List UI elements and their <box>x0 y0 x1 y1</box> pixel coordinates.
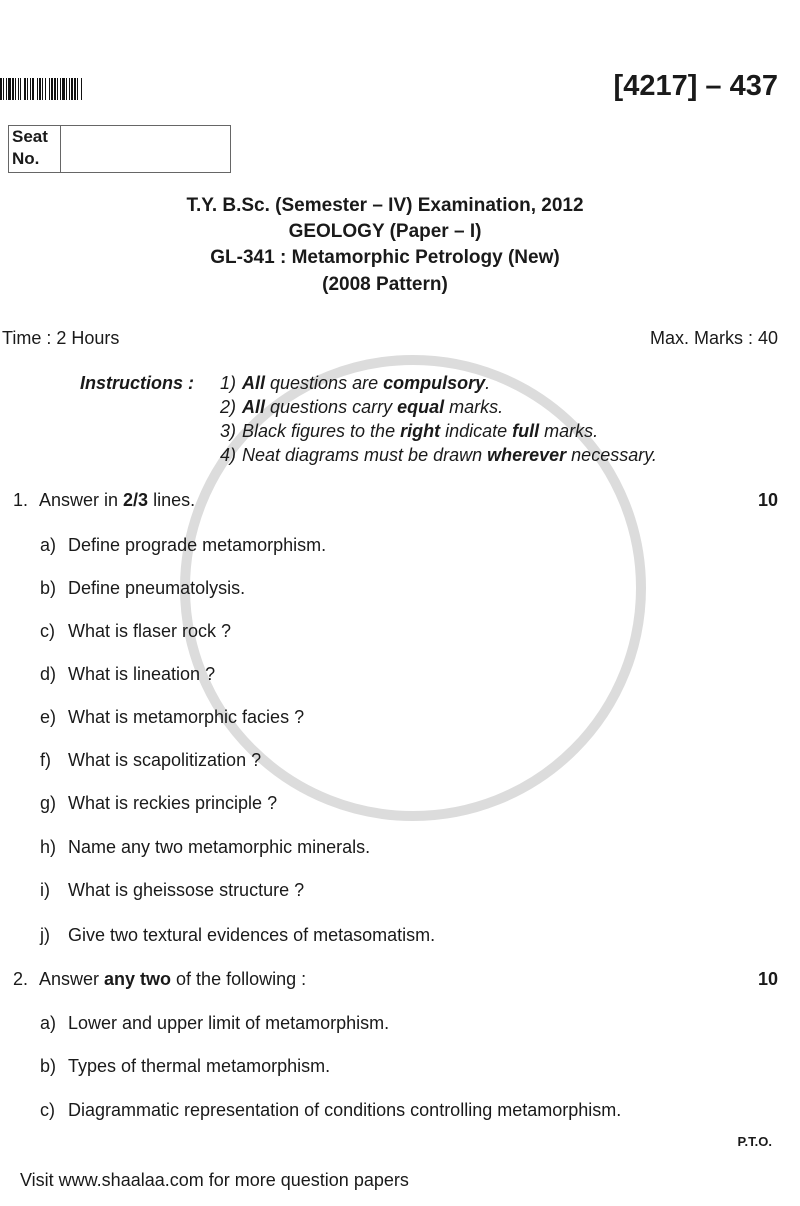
sub-question-letter: b) <box>40 578 57 598</box>
paper-code: [4217] – 437 <box>613 70 778 102</box>
question-text <box>39 969 306 989</box>
instruction-item <box>80 443 657 467</box>
instruction-text: questions carry <box>265 397 398 417</box>
instruction-text: Neat diagrams must be drawn <box>242 445 488 465</box>
question-marks: 10 <box>757 969 778 989</box>
instruction-text: All <box>242 373 266 393</box>
sub-question-letter: a) <box>40 535 57 555</box>
sub-question-letter: g) <box>40 793 57 813</box>
sub-question <box>40 535 326 556</box>
question-text-post: lines. <box>148 490 196 510</box>
instruction-text: Black figures to the <box>242 421 401 441</box>
sub-question-text: Types of thermal metamorphism. <box>68 1056 331 1076</box>
seat-label-line1: Seat <box>12 127 48 146</box>
instruction-item <box>80 419 657 443</box>
sub-question-text: Diagrammatic representation of conditions controlling metamorphism. <box>68 1100 622 1120</box>
sub-question-text: Name any two metamorphic minerals. <box>68 837 371 857</box>
question-marks: 10 <box>757 490 778 510</box>
pattern-title: (2008 Pattern) <box>322 274 448 295</box>
instruction-number: 2) <box>220 397 237 417</box>
sub-question-text: Define prograde metamorphism. <box>68 535 327 555</box>
instruction-text: full <box>512 421 540 441</box>
instructions-label <box>80 419 220 443</box>
sub-question <box>40 621 231 642</box>
sub-question <box>40 707 304 728</box>
sub-question-letter: i) <box>40 880 50 900</box>
instruction-text: equal <box>397 397 445 417</box>
instruction-text: compulsory <box>383 373 486 393</box>
question-number: 2. <box>13 969 29 989</box>
instructions-label <box>80 443 220 467</box>
instruction-number: 3) <box>220 421 237 441</box>
sub-question-letter: a) <box>40 1013 57 1033</box>
time-label: Time : 2 Hours <box>2 328 120 348</box>
instructions <box>80 371 657 467</box>
question-text <box>39 490 195 510</box>
seat-number-box <box>8 125 231 173</box>
sub-question-letter: e) <box>40 707 57 727</box>
sub-question-text: Lower and upper limit of metamorphism. <box>68 1013 390 1033</box>
barcode-bar <box>82 78 84 100</box>
barcode <box>0 78 162 100</box>
sub-question <box>40 578 245 599</box>
sub-question-letter: c) <box>40 1100 55 1120</box>
instruction-item <box>80 395 657 419</box>
sub-question <box>40 750 261 771</box>
sub-question <box>40 837 370 858</box>
sub-question-letter: d) <box>40 664 57 684</box>
seat-label-line2: No. <box>12 149 40 168</box>
instructions-label: Instructions : <box>80 373 195 393</box>
instruction-text: right <box>400 421 441 441</box>
exam-title: T.Y. B.Sc. (Semester – IV) Examination, 2012 <box>186 195 584 216</box>
sub-question <box>40 1013 389 1034</box>
question <box>13 969 306 990</box>
sub-question-text: What is flaser rock ? <box>68 621 232 641</box>
sub-question-text: What is gheissose structure ? <box>68 880 305 900</box>
pto-label: P.T.O. <box>737 1134 772 1149</box>
instruction-text: . <box>485 373 491 393</box>
question-number: 1. <box>13 490 29 510</box>
sub-question-letter: h) <box>40 837 57 857</box>
instruction-text: questions are <box>265 373 384 393</box>
sub-question-letter: b) <box>40 1056 57 1076</box>
sub-question-text: What is reckies principle ? <box>68 793 278 813</box>
sub-question-text: Give two textural evidences of metasomatism. <box>68 925 436 945</box>
instruction-text: All <box>242 397 266 417</box>
question-text-pre: Answer in <box>39 490 124 510</box>
sub-question-letter: j) <box>40 925 50 945</box>
instruction-text: necessary. <box>566 445 657 465</box>
sub-question-text: What is lineation ? <box>68 664 216 684</box>
sub-question <box>40 664 215 685</box>
instruction-number: 1) <box>220 373 237 393</box>
instruction-text: indicate <box>440 421 513 441</box>
max-marks-label: Max. Marks : 40 <box>649 328 778 348</box>
sub-question-text: What is scapolitization ? <box>68 750 262 770</box>
sub-question <box>40 793 277 814</box>
sub-question <box>40 1100 621 1121</box>
instruction-item <box>80 371 657 395</box>
instruction-number: 4) <box>220 445 237 465</box>
sub-question-text: Define pneumatolysis. <box>68 578 246 598</box>
question-text-bold: any two <box>104 969 172 989</box>
sub-question <box>40 1056 330 1077</box>
sub-question <box>40 925 435 946</box>
instruction-text: marks. <box>539 421 599 441</box>
sub-question-text: What is metamorphic facies ? <box>68 707 305 727</box>
sub-question-letter: f) <box>40 750 51 770</box>
instructions-label <box>80 395 220 419</box>
question <box>13 490 195 511</box>
question-text-pre: Answer <box>39 969 105 989</box>
instruction-text: marks. <box>444 397 504 417</box>
question-text-bold: 2/3 <box>123 490 149 510</box>
sub-question <box>40 880 304 901</box>
paper-title: GL-341 : Metamorphic Petrology (New) <box>210 247 560 268</box>
question-text-post: of the following : <box>171 969 307 989</box>
seat-label <box>9 126 61 172</box>
sub-question-letter: c) <box>40 621 55 641</box>
subject-title: GEOLOGY (Paper – I) <box>288 221 482 242</box>
instruction-text: wherever <box>487 445 567 465</box>
footer-text: Visit www.shaalaa.com for more question papers <box>20 1170 409 1190</box>
